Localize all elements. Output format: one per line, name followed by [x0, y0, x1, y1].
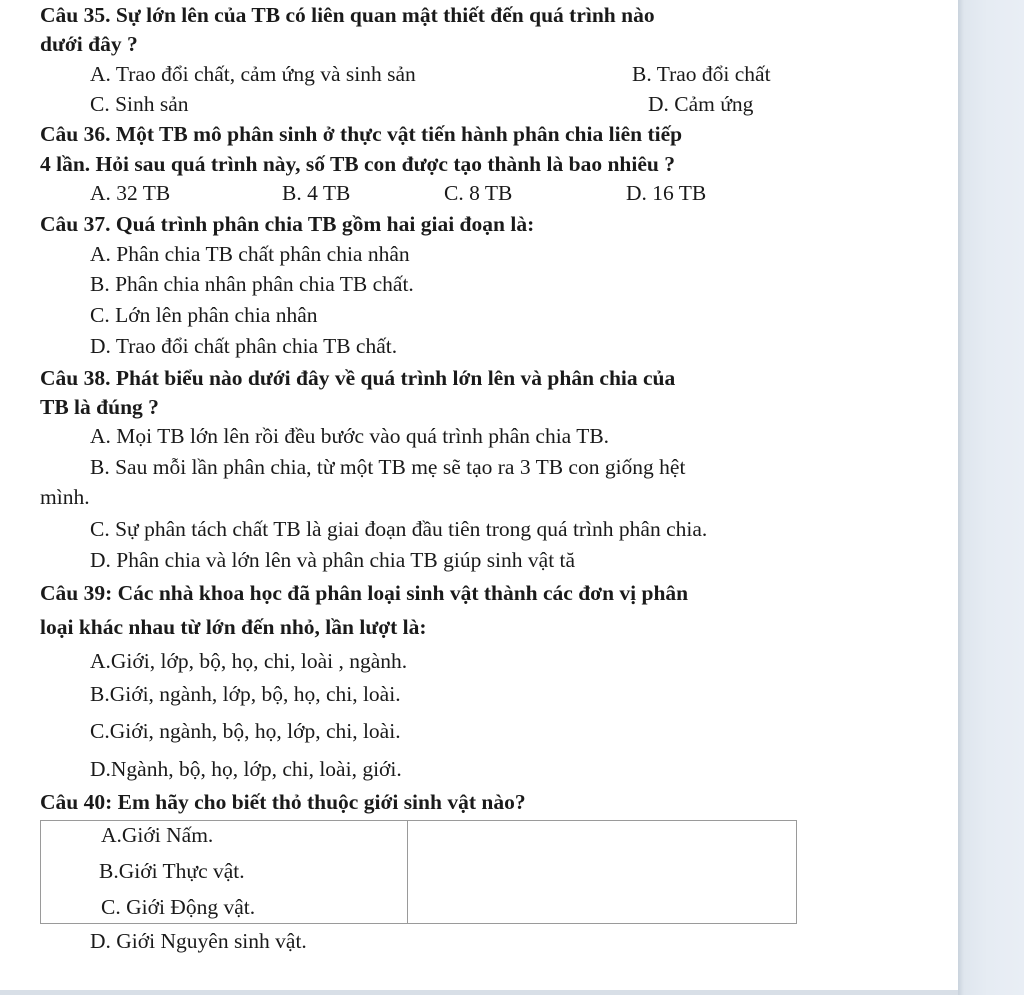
question-35-stem-line2: dưới đây ?: [40, 32, 138, 56]
question-38-option-b-line2: mình.: [40, 485, 90, 509]
question-40-option-d: D. Giới Nguyên sinh vật.: [90, 929, 307, 953]
question-39-stem-line1: Câu 39: Các nhà khoa học đã phân loại sinh vật thành các đơn vị phân: [40, 581, 689, 605]
question-39-stem-line2: loại khác nhau từ lớn đến nhỏ, lần lượt là:: [40, 615, 427, 639]
question-38-stem-line1: Câu 38. Phát biểu nào dưới đây về quá trình lớn lên và phân chia của: [40, 366, 676, 390]
question-35-option-c: C. Sinh sản: [90, 92, 189, 116]
question-38-option-d: D. Phân chia và lớn lên và phân chia TB giúp sinh vật tă: [90, 548, 576, 572]
question-38-option-b-line1: B. Sau mỗi lần phân chia, từ một TB mẹ sẽ tạo ra 3 TB con giống hệt: [90, 455, 686, 479]
question-39-option-a: A.Giới, lớp, bộ, họ, chi, loài , ngành.: [90, 649, 408, 673]
question-37-option-a: A. Phân chia TB chất phân chia nhân: [90, 242, 410, 266]
question-36-stem-line2: 4 lần. Hỏi sau quá trình này, số TB con được tạo thành là bao nhiêu ?: [40, 152, 675, 176]
question-35-option-b: B. Trao đổi chất: [632, 62, 771, 86]
question-40-options-cell: [41, 821, 408, 924]
question-36-option-a: A. 32 TB: [90, 181, 171, 205]
question-36-stem-line1: Câu 36. Một TB mô phân sinh ở thực vật tiến hành phân chia liên tiếp: [40, 122, 683, 146]
page-bottom-edge: [0, 990, 958, 995]
question-37-option-c: C. Lớn lên phân chia nhân: [90, 303, 318, 327]
question-39-option-c: C.Giới, ngành, bộ, họ, lớp, chi, loài.: [90, 719, 401, 743]
question-38-option-c: C. Sự phân tách chất TB là giai đoạn đầu tiên trong quá trình phân chia.: [90, 517, 708, 541]
question-35-stem-line1: Câu 35. Sự lớn lên của TB có liên quan mật thiết đến quá trình nào: [40, 3, 655, 27]
question-40-options-table: [40, 820, 797, 924]
window-side-gutter: [958, 0, 1024, 995]
question-35-option-a: A. Trao đổi chất, cảm ứng và sinh sản: [90, 62, 416, 86]
question-36-option-b: B. 4 TB: [282, 181, 351, 205]
question-36-option-d: D. 16 TB: [626, 181, 707, 205]
question-40-option-a: A.Giới Nấm.: [101, 823, 214, 847]
question-40-option-b: B.Giới Thực vật.: [99, 859, 245, 883]
question-37-option-d: D. Trao đổi chất phân chia TB chất.: [90, 334, 398, 358]
question-39-option-d: D.Ngành, bộ, họ, lớp, chi, loài, giới.: [90, 757, 402, 781]
question-36-option-c: C. 8 TB: [444, 181, 513, 205]
question-40-stem: Câu 40: Em hãy cho biết thỏ thuộc giới sinh vật nào?: [40, 790, 526, 814]
question-39-option-b: B.Giới, ngành, lớp, bộ, họ, chi, loài.: [90, 682, 401, 706]
question-38-stem-line2: TB là đúng ?: [40, 395, 159, 419]
question-37-option-b: B. Phân chia nhân phân chia TB chất.: [90, 272, 414, 296]
question-40-empty-cell: [408, 821, 797, 924]
question-37-stem: Câu 37. Quá trình phân chia TB gồm hai giai đoạn là:: [40, 212, 535, 236]
question-38-option-a: A. Mọi TB lớn lên rồi đều bước vào quá trình phân chia TB.: [90, 424, 610, 448]
question-40-option-c: C. Giới Động vật.: [101, 895, 256, 919]
question-35-option-d: D. Cảm ứng: [648, 92, 754, 116]
